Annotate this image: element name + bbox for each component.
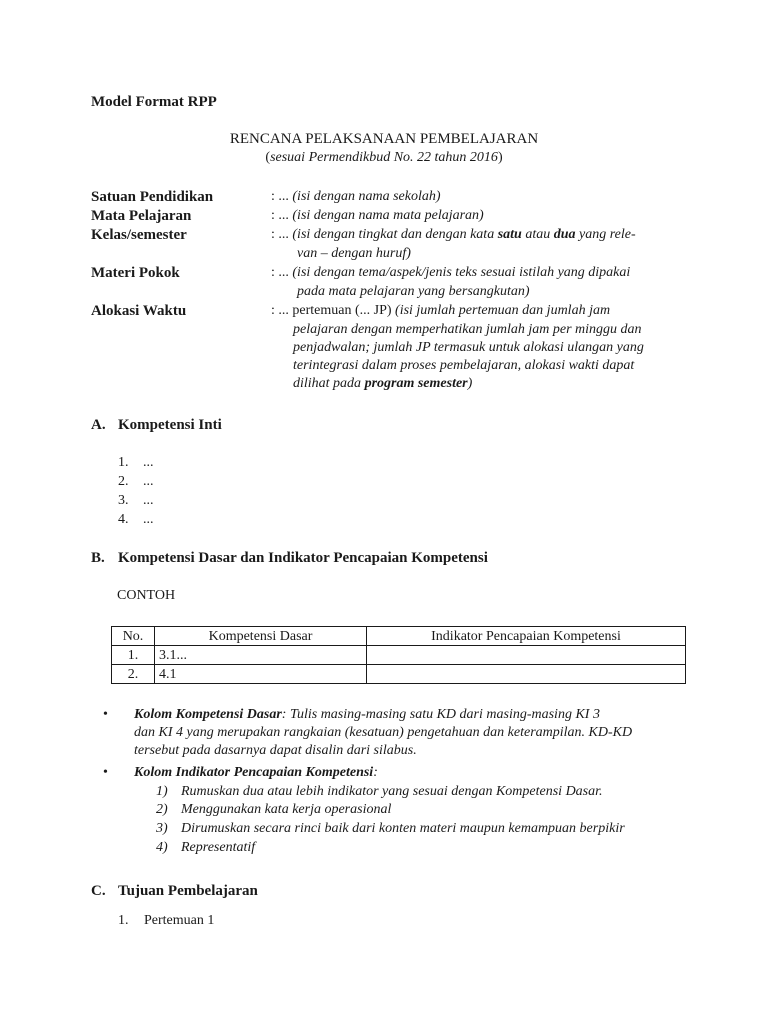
list-item: 4) Representatif — [156, 840, 256, 855]
list-item: 3) Dirumuskan secara rinci baik dari konten materi maupun kemampuan berpikir — [156, 821, 625, 836]
bullet-icon: • — [103, 707, 108, 722]
section-c-title: Tujuan Pembelajaran — [118, 883, 258, 899]
table-cell: 4.1 — [155, 665, 367, 684]
section-a-letter: A. — [91, 417, 106, 433]
table-header: Indikator Pencapaian Kompetensi — [367, 627, 686, 646]
list-item: 1. Pertemuan 1 — [118, 913, 215, 928]
mapel-value: : ... (isi dengan nama mata pelajaran) — [271, 208, 484, 223]
alokasi-value: : ... pertemuan (... JP) (isi jumlah pertemuan dan jumlah jam — [271, 303, 611, 318]
table-cell — [367, 646, 686, 665]
table-cell: 2. — [112, 665, 155, 684]
materi-label: Materi Pokok — [91, 265, 180, 281]
section-a-title: Kompetensi Inti — [118, 417, 222, 433]
materi-value-cont: pada mata pelajaran yang bersangkutan) — [297, 284, 530, 299]
section-c-letter: C. — [91, 883, 106, 899]
kelas-value-cont: van – dengan huruf) — [297, 246, 411, 261]
kd-table — [111, 626, 686, 684]
bullet-icon: • — [103, 765, 108, 780]
page-title: RENCANA PELAKSANAAN PEMBELAJARAN — [229, 131, 539, 147]
contoh-label: CONTOH — [117, 588, 176, 603]
kelas-value: : ... (isi dengan tingkat dan dengan kata satu atau dua yang rele- — [271, 227, 636, 242]
list-item: 3. ... — [118, 493, 154, 508]
table-cell: 3.1... — [155, 646, 367, 665]
section-b-letter: B. — [91, 550, 105, 566]
list-item: 2. ... — [118, 474, 154, 489]
alokasi-value-cont: pelajaran dengan memperhatikan jumlah jam per minggu dan penjadwalan; jumlah JP termasuk untuk alokasi ulangan yang terintegrasi dalam proses pembelajaran, alokasi wakti dapat dilihat pada program semester) — [293, 322, 644, 391]
list-item: 2) Menggunakan kata kerja operasional — [156, 802, 392, 817]
table-row — [112, 646, 686, 665]
materi-value: : ... (isi dengan tema/aspek/jenis teks sesuai istilah yang dipakai — [271, 265, 631, 280]
list-item: 1. ... — [118, 455, 154, 470]
kelas-label: Kelas/semester — [91, 227, 187, 243]
list-item: 4. ... — [118, 512, 154, 527]
alokasi-label: Alokasi Waktu — [91, 303, 187, 319]
doc-label: Model Format RPP — [91, 94, 217, 110]
list-item: 1) Rumuskan dua atau lebih indikator yang sesuai dengan Kompetensi Dasar. — [156, 784, 603, 799]
section-b-title: Kompetensi Dasar dan Indikator Pencapaian Kompetensi — [118, 550, 488, 566]
table-row — [112, 665, 686, 684]
satuan-value: : ... (isi dengan nama sekolah) — [271, 189, 441, 204]
table-header: No. — [112, 627, 155, 646]
table-header: Kompetensi Dasar — [155, 627, 367, 646]
mapel-label: Mata Pelajaran — [91, 208, 192, 224]
note-indikator: Kolom Indikator Pencapaian Kompetensi: — [134, 765, 378, 780]
table-cell — [367, 665, 686, 684]
table-cell: 1. — [112, 646, 155, 665]
note-kompetensi-dasar: Kolom Kompetensi Dasar: Tulis masing-masing satu KD dari masing-masing KI 3 dan KI 4 yang merupakan rangkaian (kesatuan) pengetahuan dan keterampilan. KD-KD tersebut pada dasarnya dapat disalin dari silabus. — [134, 707, 633, 758]
table-header-row — [112, 627, 686, 646]
page-subtitle: (sesuai Permendikbud No. 22 tahun 2016) — [265, 150, 503, 165]
satuan-label: Satuan Pendidikan — [91, 189, 214, 205]
